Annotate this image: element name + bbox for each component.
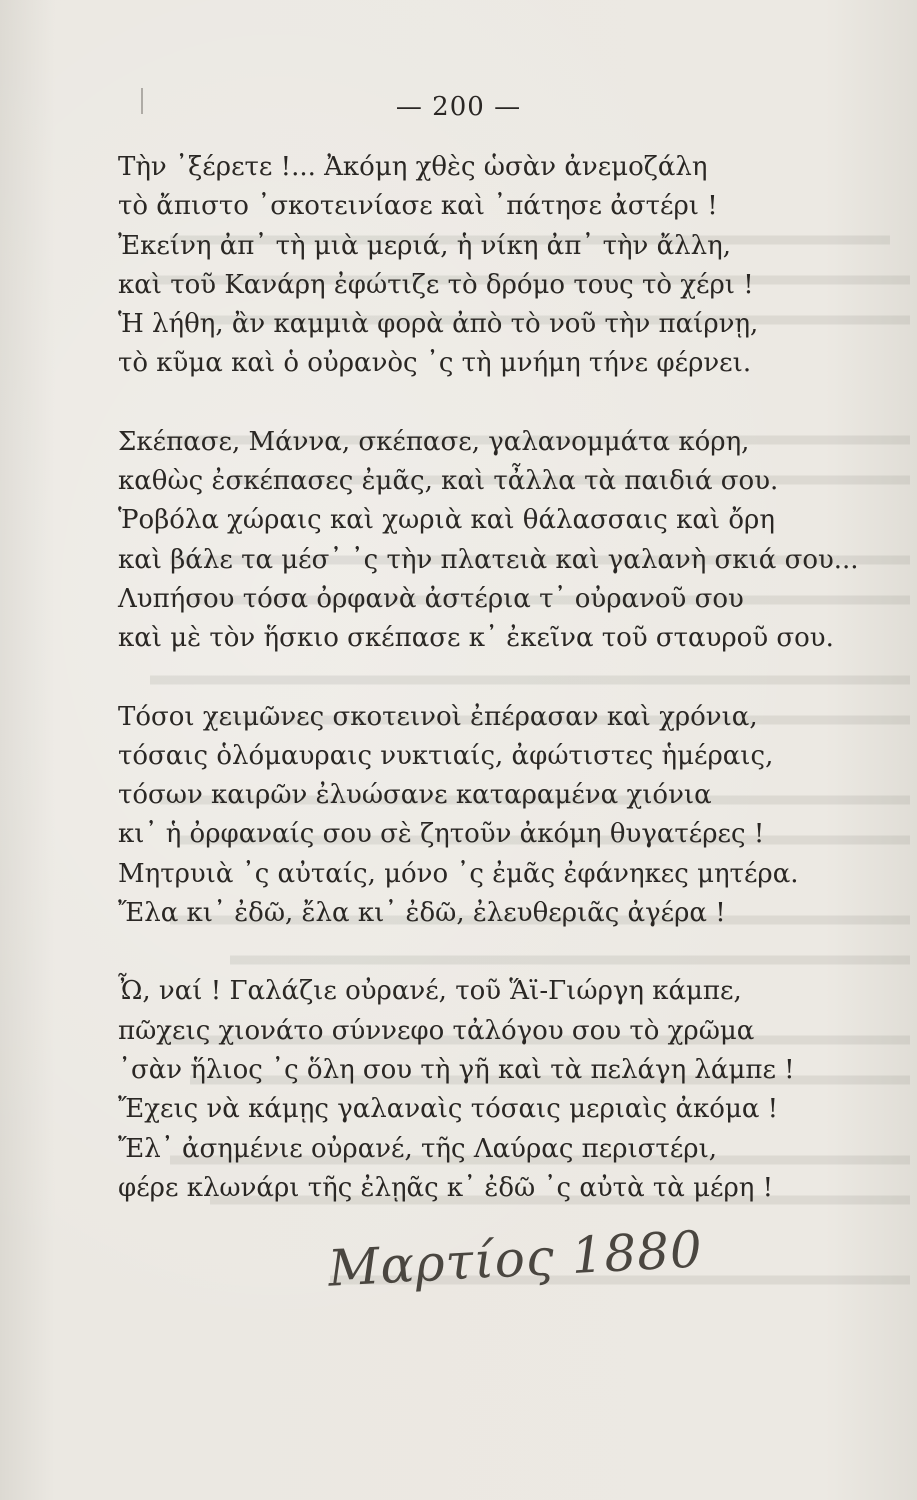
verse-line: φέρε κλωνάρι τῆς ἐλῃᾶς κ᾿ ἐδῶ ᾿ς αὐτὰ τὰ μέρη ! [118, 1172, 774, 1203]
stanza-2 [118, 423, 859, 659]
verse-line: Ἐκείνη ἀπ᾿ τὴ μιὰ μεριά, ἡ νίκη ἀπ᾿ τὴν ἄλλη, [118, 230, 731, 261]
verse-line: Ῥοβόλα χώραις καὶ χωριὰ καὶ θάλασσαις καὶ ὄρη [118, 505, 775, 536]
verse-line: τόσαις ὁλόμαυραις νυκτιαίς, ἀφώτιστες ἡμέραις, [118, 740, 774, 771]
verse-line: Μητρυιὰ ᾿ς αὐταίς, μόνο ᾿ς ἐμᾶς ἐφάνηκες μητέρα. [118, 858, 799, 889]
verse-line: καθὼς ἐσκέπασες ἐμᾶς, καὶ τἆλλα τὰ παιδιά σου. [118, 466, 779, 497]
poem-text [118, 148, 859, 1247]
handwritten-date: Μαρτίος 1880 [326, 1220, 705, 1298]
verse-line: ᾿σὰν ἥλιος ᾿ς ὅλη σου τὴ γῆ καὶ τὰ πελάγη λάμπε ! [118, 1054, 795, 1085]
verse-line: Τὴν ᾿ξέρετε !... Ἀκόμη χθὲς ὡσὰν ἀνεμοζάλη [118, 152, 708, 182]
verse-line: καὶ βάλε τα μέσ᾿ ᾿ς τὴν πλατειὰ καὶ γαλανὴ σκιά σου... [118, 544, 859, 575]
verse-line: Σκέπασε, Μάννα, σκέπασε, γαλανομμάτα κόρη, [118, 426, 750, 457]
verse-line: Ἡ λήθη, ἂν καμμιὰ φορὰ ἀπὸ τὸ νοῦ τὴν παίρνῃ, [118, 309, 759, 340]
verse-line: Ἔχεις νὰ κάμῃς γαλαναὶς τόσαις μεριαὶς ἀκόμα ! [118, 1094, 779, 1125]
verse-line: κι᾿ ἡ ὀρφαναίς σου σὲ ζητοῦν ἀκόμη θυγατέρες ! [118, 819, 765, 850]
verse-line: Ὦ, ναί ! Γαλάζιε οὐρανέ, τοῦ Ἅϊ-Γιώργη κάμπε, [118, 976, 742, 1007]
verse-line: Λυπήσου τόσα ὀρφανὰ ἀστέρια τ᾿ οὐρανοῦ σου [118, 583, 744, 614]
verse-line: Ἔλ᾿ ἀσημένιε οὐρανέ, τῆς Λαύρας περιστέρι, [118, 1133, 718, 1164]
verse-line: Ἔλα κι᾿ ἐδῶ, ἔλα κι᾿ ἐδῶ, ἐλευθεριᾶς ἀγέρα ! [118, 898, 726, 929]
stanza-4 [118, 972, 818, 1208]
verse-line: τὸ ἄπιστο ᾿σκοτεινίασε καὶ ᾿πάτησε ἀστέρι ! [118, 191, 718, 222]
verse-line: καὶ τοῦ Κανάρη ἐφώτιζε τὸ δρόμο τους τὸ χέρι ! [118, 269, 754, 300]
verse-line: τόσων καιρῶν ἐλυώσανε καταραμένα χιόνια [118, 780, 712, 811]
page-number: — 200 — [395, 92, 522, 122]
verse-line: τὸ κῦμα καὶ ὁ οὐρανὸς ᾿ς τὴ μνήμη τήνε φέρνει. [118, 348, 752, 379]
stanza-1 [118, 148, 818, 384]
verse-line: καὶ μὲ τὸν ἥσκιο σκέπασε κ᾿ ἐκεῖνα τοῦ σταυροῦ σου. [118, 623, 834, 654]
verse-line: πῶχεις χιονάτο σύννεφο τἀλόγου σου τὸ χρῶμα [118, 1015, 755, 1046]
verse-line: Τόσοι χειμῶνες σκοτεινοὶ ἐπέρασαν καὶ χρόνια, [118, 701, 758, 732]
stanza-3 [118, 698, 818, 934]
